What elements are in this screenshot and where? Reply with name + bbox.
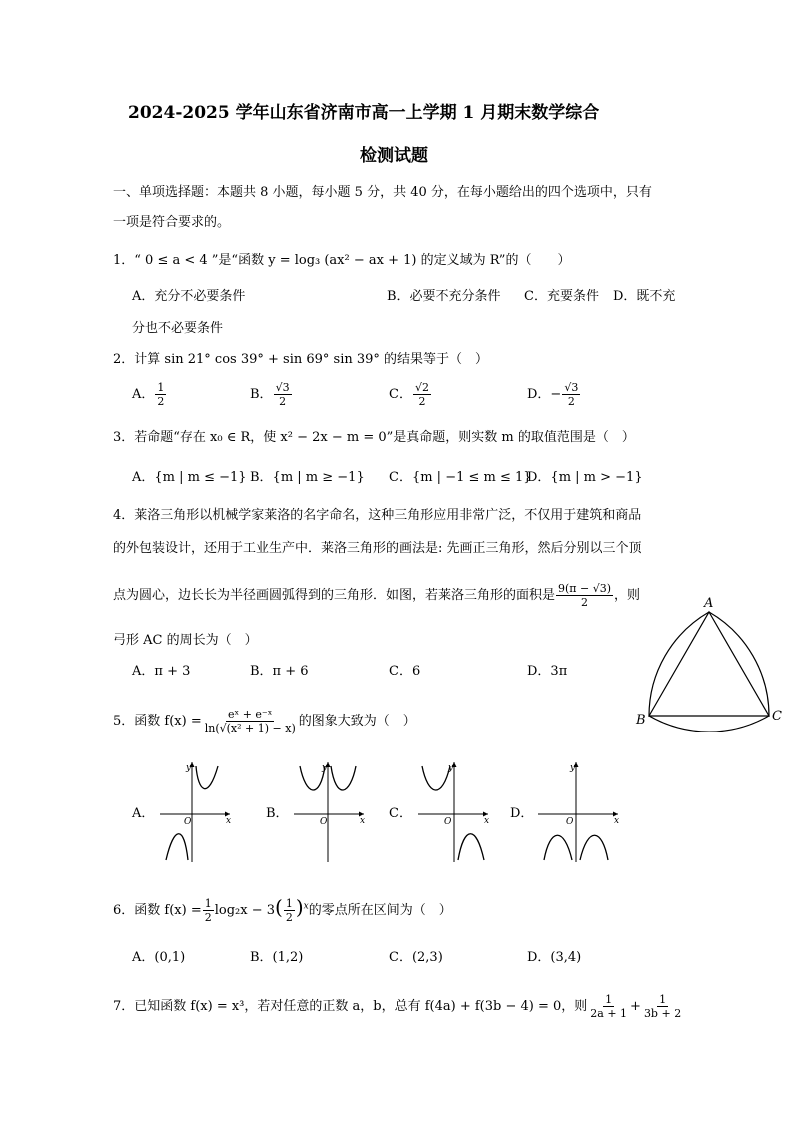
q7-stem-text: 7．已知函数 f(x) = x³，若对任意的正数 a，b，总有 f(4a) + f(3b − 4) = 0，则 (113, 999, 588, 1014)
vertex-label-b: B (636, 713, 646, 728)
origin-label: O (184, 817, 192, 827)
q5-stem-b: 的图象大致为（ ） (298, 714, 416, 729)
q2-b-num: √3 (275, 381, 290, 394)
q2-b-fraction (274, 381, 292, 408)
q7-fraction-2 (642, 993, 683, 1020)
q2-d-fraction (562, 381, 580, 408)
q3-option-d: D．{m | m > −1} (527, 470, 643, 485)
q6-power-fraction (284, 897, 295, 924)
x-label: x (484, 816, 490, 826)
q2-c-label: C． (389, 387, 412, 402)
q4-stem-line3-end: ，则 (614, 588, 641, 603)
q6-stem-b: 的零点所在区间为（ ） (308, 903, 452, 918)
q2-d-num: √3 (564, 381, 579, 394)
origin-label: O (320, 817, 328, 827)
vertex-label-a: A (704, 596, 714, 611)
q1-option-a: A．充分不必要条件 (132, 289, 246, 304)
x-label: x (614, 816, 620, 826)
q5-graph-d (534, 756, 624, 866)
q2-c-num: √2 (414, 381, 429, 394)
q1-option-c: C．充要条件 (524, 289, 599, 304)
origin-label: O (444, 817, 452, 827)
q5-option-a-label: A． (132, 806, 155, 821)
reuleaux-triangle-figure (630, 592, 790, 732)
y-label: y (186, 763, 192, 773)
q6-stem-mid: log₂x − 3 (214, 903, 275, 918)
q7-fraction-1 (588, 993, 629, 1020)
q1-option-d-cont: 分也不必要条件 (132, 321, 224, 336)
q4-stem-line1: 4．莱洛三角形以机械学家莱洛的名字命名，这种三角形应用非常广泛，不仅用于建筑和商品 (113, 508, 642, 523)
q4-area-num: 9(π − √3) (558, 582, 612, 595)
q4-area-den: 2 (581, 596, 589, 609)
inner-triangle (649, 612, 769, 716)
q6-open-paren: ( (275, 895, 283, 919)
q1-stem: 1．“ 0 ≤ a < 4 ”是“函数 y = log₃ (ax² − ax + 1) 的定义域为 R”的（ ） (113, 253, 571, 268)
q7-f1-den: 2a + 1 (590, 1007, 628, 1020)
q2-option-d (527, 381, 581, 408)
q5-graph-c (414, 756, 494, 866)
q6-exponent: x (303, 901, 309, 912)
q6-option-a: A．(0,1) (132, 950, 186, 965)
q6-power-num: 1 (285, 897, 293, 910)
q4-stem-line3 (113, 582, 640, 609)
q6-stem (113, 897, 452, 924)
curve-right (580, 835, 608, 860)
section-heading: 一、单项选择题：本题共 8 小题，每小题 5 分，共 40 分，在每小题给出的四个选项中，只有 (113, 185, 652, 200)
q5-stem (113, 708, 416, 735)
q2-d-den: 2 (567, 395, 575, 408)
curve-right (331, 766, 356, 790)
q7-f2-num: 1 (659, 993, 667, 1006)
curve-right (196, 766, 218, 789)
q6-half-num: 1 (204, 897, 212, 910)
document-title-line2: 检测试题 (360, 146, 428, 166)
q7-f2-den: 3b + 2 (643, 1007, 682, 1020)
q4-stem-line2: 的外包装设计，还用于工业生产中．莱洛三角形的画法是: 先画正三角形，然后分别以三个顶 (113, 541, 642, 556)
q7-plus: + (630, 999, 641, 1014)
curve-right (458, 834, 484, 860)
x-label: x (360, 816, 366, 826)
q4-stem-line3-text: 点为圆心，边长长为半径画圆弧得到的三角形．如图，若莱洛三角形的面积是 (113, 588, 556, 603)
q4-option-d: D．3π (527, 664, 568, 679)
q4-option-a: A．π + 3 (132, 664, 191, 679)
q6-power-den: 2 (285, 911, 293, 924)
q6-option-c: C．(2,3) (389, 950, 443, 965)
q3-option-a: A．{m | m ≤ −1} (132, 470, 247, 485)
q5-den: ln(√(x² + 1) − x) (204, 722, 296, 735)
q2-a-fraction (155, 381, 166, 408)
q2-option-a (132, 381, 167, 408)
q2-b-den: 2 (279, 395, 287, 408)
q5-graph-b (290, 756, 370, 866)
document-title-line1: 2024-2025 学年山东省济南市高一上学期 1 月期末数学综合 (128, 103, 600, 123)
q2-option-c (389, 381, 432, 408)
reuleaux-outline (649, 612, 769, 732)
q2-a-den: 2 (157, 395, 165, 408)
section-heading-cont: 一项是符合要求的。 (113, 215, 231, 230)
x-label: x (226, 816, 232, 826)
q4-area-fraction (556, 582, 613, 609)
q1-option-b: B．必要不充分条件 (387, 289, 501, 304)
q6-close-paren: ) (295, 895, 304, 919)
q1-option-d: D．既不充 (613, 289, 676, 304)
q6-stem-a: 6．函数 f(x) = (113, 903, 202, 918)
curve-left (422, 766, 450, 790)
q6-option-b: B．(1,2) (250, 950, 304, 965)
q6-half-den: 2 (204, 911, 212, 924)
q5-graph-a (156, 756, 236, 866)
q4-stem-line4: 弓形 AC 的周长为（ ） (113, 633, 258, 648)
q2-c-den: 2 (418, 395, 426, 408)
q4-option-c: C．6 (389, 664, 421, 679)
q2-a-label: A． (132, 387, 155, 402)
q5-stem-a: 5．函数 f(x) = (113, 714, 202, 729)
q3-option-c: C．{m | −1 ≤ m ≤ 1} (389, 470, 532, 485)
q2-d-label: D．− (527, 387, 562, 402)
q2-c-fraction (413, 381, 431, 408)
q3-stem: 3．若命题“存在 x₀ ∈ R，使 x² − 2x − m = 0”是真命题，则实数 m 的取值范围是（ ） (113, 430, 635, 445)
q5-option-d-label: D． (510, 806, 534, 821)
q5-num: eˣ + e⁻ˣ (228, 708, 273, 721)
q6-half-fraction (203, 897, 214, 924)
q3-option-b: B．{m | m ≥ −1} (250, 470, 365, 485)
y-label: y (570, 763, 576, 773)
q2-stem: 2．计算 sin 21° cos 39° + sin 69° sin 39° 的结果等于（ ） (113, 352, 489, 367)
origin-label: O (566, 817, 574, 827)
q7-stem (113, 993, 684, 1020)
curve-left (544, 835, 572, 860)
q2-option-b (250, 381, 293, 408)
vertex-label-c: C (772, 709, 782, 724)
y-label: y (448, 763, 454, 773)
q7-f1-num: 1 (605, 993, 613, 1006)
q2-b-label: B． (250, 387, 273, 402)
q6-option-d: D．(3,4) (527, 950, 582, 965)
y-label: y (322, 763, 328, 773)
q5-option-b-label: B． (266, 806, 289, 821)
q2-a-num: 1 (157, 381, 165, 394)
q5-option-c-label: C． (389, 806, 412, 821)
curve-left (166, 834, 188, 860)
q4-option-b: B．π + 6 (250, 664, 309, 679)
q5-fraction (203, 708, 298, 735)
